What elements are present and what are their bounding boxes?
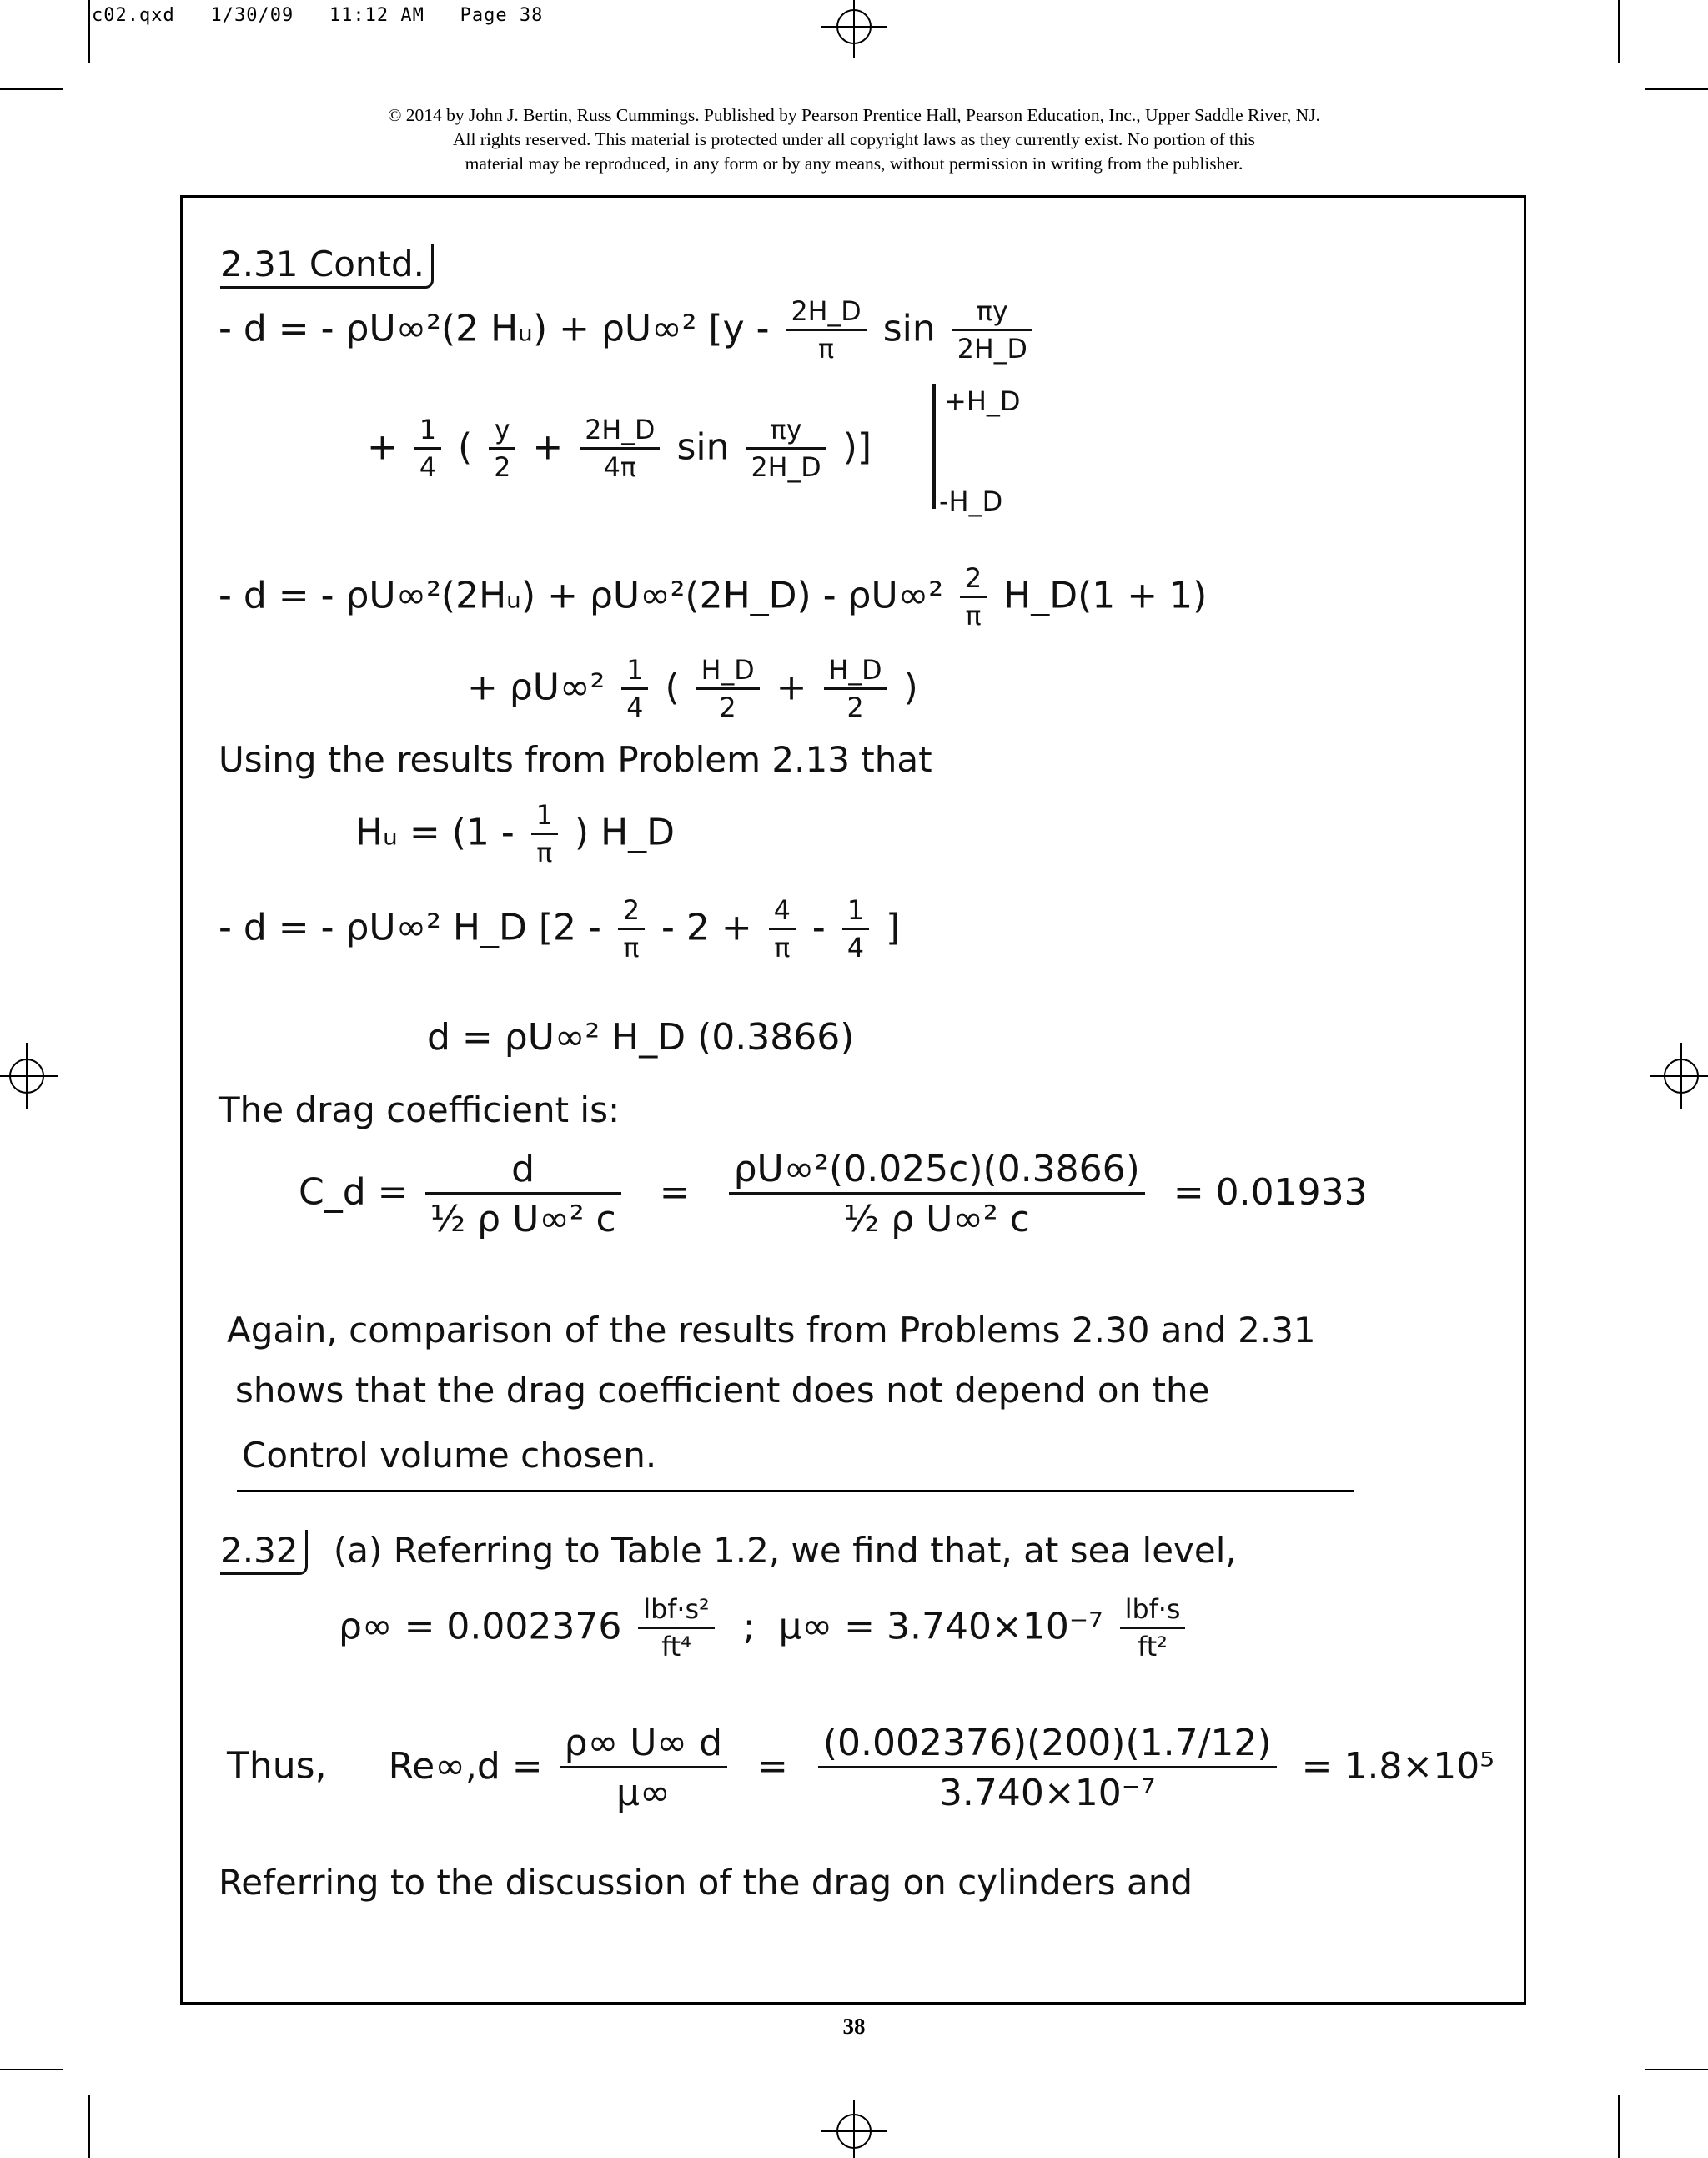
crop-mark — [0, 2069, 63, 2070]
section-divider — [237, 1490, 1354, 1492]
equation-drag-bracket: - d = - ρU∞² H_D [2 - $\frac{2}{\pi}$ - 2 + $\frac{4}{\pi}$ - $\frac{1}{4}$ ] — [219, 896, 901, 963]
slug-page: Page 38 — [460, 5, 544, 26]
text-conclusion-line: Again, comparison of the results from Problems 2.30 and 2.31 — [227, 1310, 1316, 1351]
copyright-line: All rights reserved. This material is protected under all copyright laws as they currently exist. No portion of this — [452, 129, 1256, 149]
crop-mark — [1645, 88, 1708, 90]
text-conclusion-line: Control volume chosen. — [242, 1435, 657, 1476]
equation-sea-level-properties: ρ∞ = 0.002376 $\frac{\text{lbf·s²}}{\text{ft⁴}}$ ; μ∞ = 3.740×10⁻⁷ $\frac{\text{lbf·s}}{\text{ft²}}$ — [339, 1595, 1190, 1663]
equation-reynolds-number: Thus, Re∞,d = $\frac{\rho\infty U\infty d}{\mu\infty}$ = $\frac{(0.002376)(200)(1.7/12)}{\text{3.740×10⁻⁷}}$ = 1.8×10⁵ — [227, 1722, 1494, 1814]
text-conclusion-line: shows that the drag coefficient does not depend on the — [235, 1370, 1210, 1411]
integration-lower-limit: -H_D — [939, 485, 1003, 517]
copyright-line: © 2014 by John J. Bertin, Russ Cummings. Published by Pearson Prentice Hall, Pearson Education, Inc., Upper Saddle River, NJ. — [388, 105, 1320, 125]
equation-hu: Hᵤ = (1 - $\frac{1}{\pi}$ ) H_D — [355, 801, 676, 868]
copyright-line: material may be reproduced, in any form or by any means, without permission in writing from the publisher. — [465, 153, 1243, 174]
crop-mark — [88, 0, 90, 63]
copyright-notice — [250, 103, 1458, 176]
crop-mark — [1645, 2069, 1708, 2070]
problem-heading-2-32: 2.32 (a) Referring to Table 1.2, we find that, at sea level, — [220, 1530, 1237, 1571]
integration-bar — [932, 384, 936, 509]
crop-mark — [88, 2095, 90, 2158]
text-drag-coefficient: The drag coefficient is: — [219, 1089, 620, 1130]
equation-momentum-2-continued: + ρU∞² $\frac{1}{4}$ ( $\frac{H\_D}{2}$ + $\frac{H\_D}{2}$ ) — [467, 656, 918, 723]
registration-mark-right-icon — [1650, 1034, 1708, 1118]
equation-momentum-1-continued: + $\frac{1}{4}$ ( $\frac{y}{2}$ + $\frac{2H\_D}{4\pi}$ sin $\frac{\pi y}{2H\_D}$ )] — [367, 415, 872, 483]
integration-upper-limit: +H_D — [944, 385, 1021, 417]
equation-drag-result: d = ρU∞² H_D (0.3866) — [427, 1016, 855, 1059]
text-final-line: Referring to the discussion of the drag on cylinders and — [219, 1862, 1193, 1903]
slug-time: 11:12 AM — [329, 5, 424, 26]
problem-heading-2-31: 2.31 Contd. — [220, 244, 434, 284]
slug-line — [92, 5, 543, 26]
crop-mark — [1618, 0, 1620, 63]
slug-file: c02.qxd — [92, 5, 175, 26]
slug-date: 1/30/09 — [210, 5, 294, 26]
crop-mark — [1618, 2095, 1620, 2158]
registration-mark-left-icon — [0, 1034, 58, 1118]
crop-mark — [0, 88, 63, 90]
registration-mark-top-icon — [812, 0, 896, 58]
equation-momentum-1: - d = - ρU∞²(2 Hᵤ) + ρU∞² [y - $\frac{2H\_D}{\pi}$ sin $\frac{\pi y}{2H\_D}$ — [219, 297, 1037, 365]
page-number: 38 — [842, 2014, 866, 2039]
equation-momentum-2: - d = - ρU∞²(2Hᵤ) + ρU∞²(2H_D) - ρU∞² $\frac{2}{\pi}$ H_D(1 + 1) — [219, 564, 1208, 631]
equation-drag-coefficient: C_d = $\frac{d}{\text{½ ρ U∞² c}}$ = $\frac{\text{ρU∞²(0.025c)(0.3866)}}{\text{½ ρ U∞² c}}$ = 0.01933 — [299, 1148, 1368, 1240]
registration-mark-bottom-icon — [812, 2100, 896, 2158]
text-using-results: Using the results from Problem 2.13 that — [219, 739, 932, 780]
